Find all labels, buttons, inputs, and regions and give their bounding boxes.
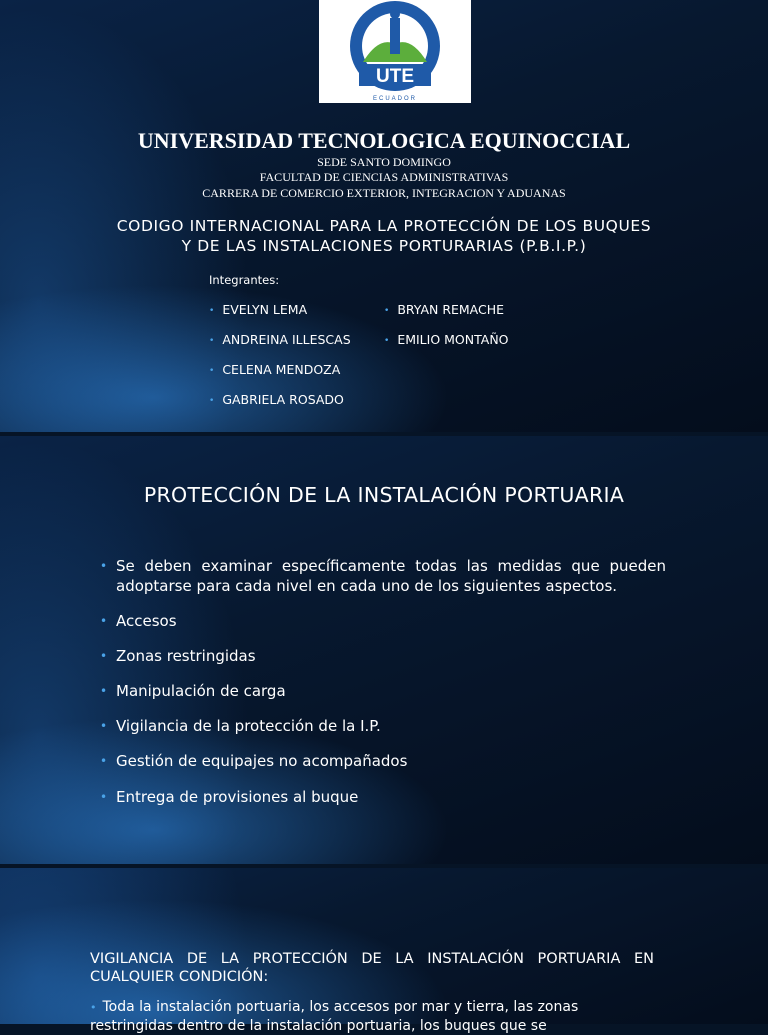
bullet-icon: • xyxy=(100,754,108,768)
member-item: • ANDREINA ILLESCAS xyxy=(209,332,351,347)
bullet-icon: • xyxy=(384,306,390,316)
bullet-icon: • xyxy=(209,336,215,346)
svg-text:UTE: UTE xyxy=(376,66,414,87)
bullet-icon: • xyxy=(100,614,108,628)
bullet-icon: • xyxy=(100,719,108,733)
member-item: • BRYAN REMACHE xyxy=(384,302,505,317)
campus-line: SEDE SANTO DOMINGO xyxy=(317,155,451,169)
ute-seal-icon xyxy=(319,0,471,103)
bullet-icon: • xyxy=(209,366,215,376)
bullet-icon: • xyxy=(90,1001,97,1014)
document-title-line: CODIGO INTERNACIONAL PARA LA PROTECCIÓN DE LOS BUQUES xyxy=(116,217,652,235)
faculty-line: FACULTAD DE CIENCIAS ADMINISTRATIVAS xyxy=(259,170,509,184)
member-item: • EMILIO MONTAÑO xyxy=(384,332,509,347)
list-item: • Gestión de equipajes no acompañados xyxy=(100,752,408,770)
list-item: • Accesos xyxy=(100,612,177,630)
bullet-icon: • xyxy=(100,559,108,573)
member-item: • EVELYN LEMA xyxy=(209,302,308,317)
slide-title xyxy=(0,0,768,432)
members-label: Integrantes: xyxy=(209,273,280,287)
list-item: • Vigilancia de la protección de la I.P. xyxy=(100,717,381,735)
slide-heading: VIGILANCIA DE LA PROTECCIÓN DE LA INSTALACIÓN PORTUARIA EN CUALQUIER CONDICIÓN: xyxy=(90,951,654,985)
list-item: • Manipulación de carga xyxy=(100,682,286,700)
bullet-icon: • xyxy=(100,684,108,698)
career-line: CARRERA DE COMERCIO EXTERIOR, INTEGRACION Y ADUANAS xyxy=(202,186,566,200)
list-item: • Toda la instalación portuaria, los accesos por mar y tierra, las zonas restringidas dentro de la instalación portuaria, los buques que se xyxy=(90,999,579,1034)
document-title-line: Y DE LAS INSTALACIONES PORTURARIAS (P.B.I.P.) xyxy=(181,237,587,255)
bullet-icon: • xyxy=(100,790,108,804)
member-item: • GABRIELA ROSADO xyxy=(209,392,344,407)
bullet-icon: • xyxy=(209,306,215,316)
university-title: UNIVERSIDAD TECNOLOGICA EQUINOCCIAL xyxy=(137,128,631,153)
bullet-icon: • xyxy=(209,396,215,406)
document-title xyxy=(40,216,728,256)
slide-title-heading: PROTECCIÓN DE LA INSTALACIÓN PORTUARIA xyxy=(143,483,625,507)
list-item: • Zonas restringidas xyxy=(100,647,256,665)
university-logo xyxy=(319,0,471,103)
member-item: • CELENA MENDOZA xyxy=(209,362,341,377)
slide-port-protection xyxy=(0,436,768,864)
slide-surveillance xyxy=(0,868,768,1034)
svg-text:ECUADOR: ECUADOR xyxy=(372,96,418,102)
bullet-icon: • xyxy=(384,336,390,346)
list-item: • Entrega de provisiones al buque xyxy=(100,788,359,806)
bullet-icon: • xyxy=(100,649,108,663)
list-item: • Se deben examinar específicamente todas las medidas que pueden adoptarse para cada nivel en cada uno de los siguientes aspectos. xyxy=(100,557,666,595)
